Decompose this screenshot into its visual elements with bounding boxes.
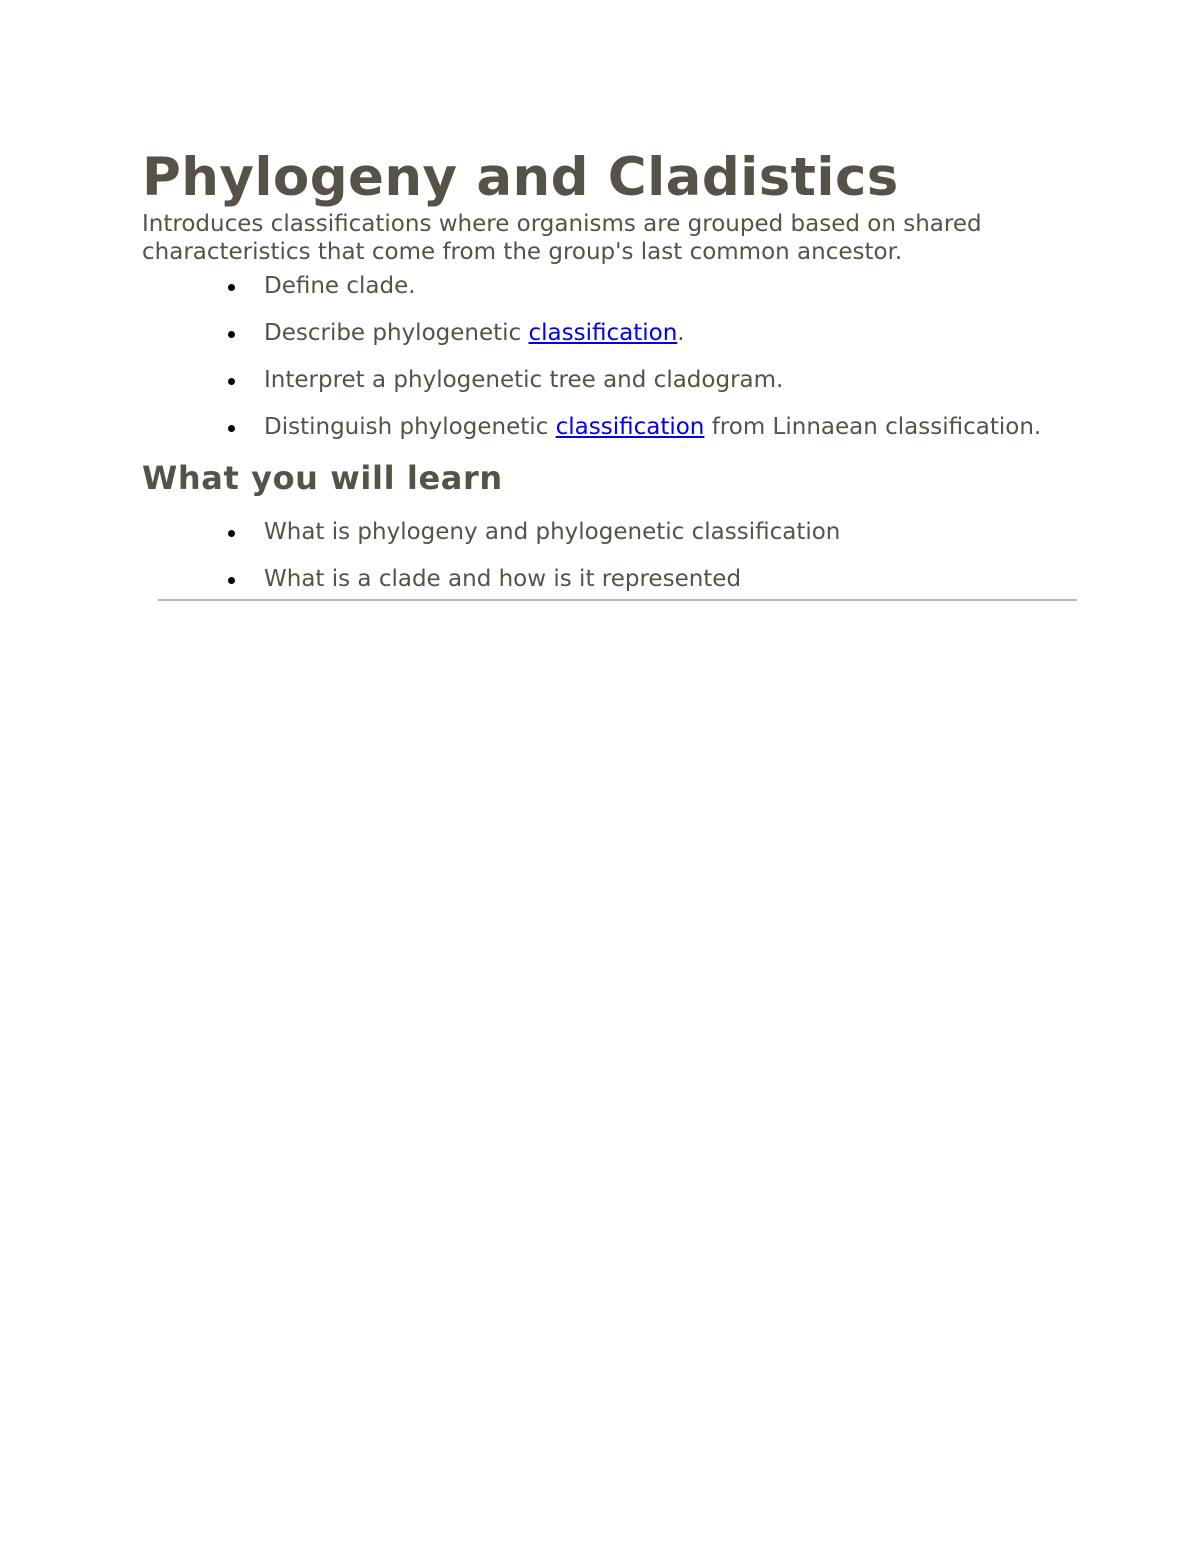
bullet-icon xyxy=(228,530,235,537)
learn-list xyxy=(142,518,1082,593)
objectives-list xyxy=(142,272,1082,441)
objective-text: Describe phylogenetic xyxy=(264,320,529,346)
learn-item-text: What is phylogeny and phylogenetic classification xyxy=(264,519,841,545)
objective-text: Interpret a phylogenetic tree and cladogram. xyxy=(264,367,784,393)
bullet-icon xyxy=(228,425,235,432)
list-item xyxy=(142,272,1082,300)
bullet-icon xyxy=(228,284,235,291)
objective-text: Distinguish phylogenetic xyxy=(264,414,556,440)
objective-text-end: from Linnaean classification. xyxy=(704,414,1042,440)
objective-text: Define clade. xyxy=(264,273,416,299)
objective-text-end: . xyxy=(677,320,685,346)
classification-link[interactable]: classification xyxy=(528,320,678,346)
document-page xyxy=(142,146,1082,593)
horizontal-divider xyxy=(158,599,1077,601)
classification-link[interactable]: classification xyxy=(555,414,705,440)
list-item xyxy=(142,366,1082,394)
list-item xyxy=(142,319,1082,347)
list-item xyxy=(142,518,1082,546)
bullet-icon xyxy=(228,378,235,385)
intro-paragraph: Introduces classifications where organisms are grouped based on shared characteristics that come from the group's last common ancestor. xyxy=(142,211,982,265)
learn-heading: What you will learn xyxy=(142,459,503,497)
learn-item-text: What is a clade and how is it represented xyxy=(264,566,742,592)
bullet-icon xyxy=(228,577,235,584)
bullet-icon xyxy=(228,331,235,338)
list-item xyxy=(142,565,1082,593)
list-item xyxy=(142,413,1082,441)
page-title: Phylogeny and Cladistics xyxy=(142,147,899,208)
